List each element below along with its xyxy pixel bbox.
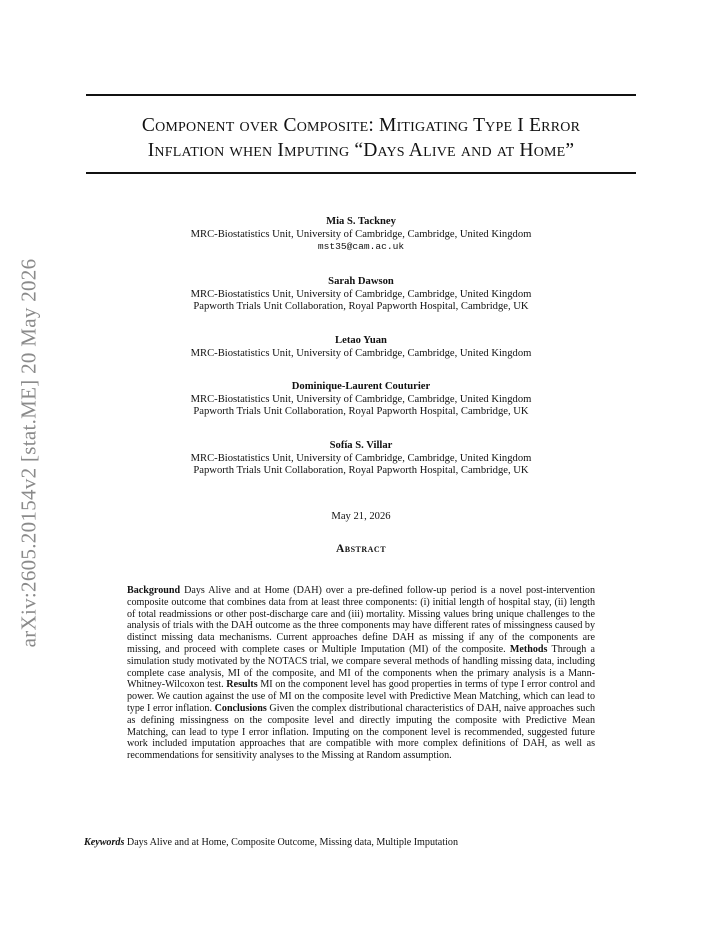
- abstract-background-label: Background: [127, 585, 181, 596]
- author-affiliation: Papworth Trials Unit Collaboration, Royal Papworth Hospital, Cambridge, UK: [193, 465, 529, 477]
- abstract-results-text: MI on the component level has good properties in terms of type I error control and power. We caution against the use of MI on the composite level with Predictive Mean Matching, which can lead to type I error inflation.: [127, 679, 595, 714]
- author-affiliation: Papworth Trials Unit Collaboration, Royal Papworth Hospital, Cambridge, UK: [193, 301, 529, 313]
- title-rule-bottom: [86, 172, 636, 174]
- abstract-methods-label: Methods: [509, 643, 548, 655]
- abstract-results-label: Results: [226, 679, 258, 691]
- abstract-conclusions-label: Conclusions: [214, 702, 267, 714]
- publication-date: May 21, 2026: [331, 511, 391, 522]
- abstract-body: [127, 585, 595, 762]
- author-name: Sarah Dawson: [328, 276, 394, 287]
- author-name: Dominique-Laurent Couturier: [291, 381, 431, 392]
- author-block-3: [86, 335, 636, 360]
- author-block-1: [86, 216, 636, 254]
- author-name: Sofía S. Villar: [329, 440, 393, 451]
- author-block-5: [86, 440, 636, 478]
- title-line-1: Component over Composite: Mitigating Type I Error: [141, 115, 581, 136]
- title-line-2: Inflation when Imputing “Days Alive and at Home”: [147, 140, 575, 161]
- author-name: Letao Yuan: [335, 335, 387, 346]
- abstract-conclusions-text: Given the complex distributional characteristics of DAH, naive approaches such as defining missingness on the composite level and directly imputing the composite with Predictive Mean Matching, can lead to type I error inflation. Imputing on the component level is recommended, suggested future work included imputation approaches that are compatible with more complex definitions of DAH, as well as recommendations for sensitivity analyses to the Missing at Random assumption.: [127, 702, 595, 762]
- author-email[interactable]: mst35@cam.ac.uk: [317, 241, 405, 253]
- arxiv-side-stamp: [9, 248, 49, 658]
- author-affiliation: Papworth Trials Unit Collaboration, Royal Papworth Hospital, Cambridge, UK: [193, 406, 529, 418]
- arxiv-identifier: arXiv:2605.20154v2 [stat.ME] 20 May 2026: [16, 258, 41, 648]
- author-block-4: [86, 381, 636, 419]
- author-block-2: [86, 276, 636, 314]
- keywords-text: Days Alive and at Home, Composite Outcome, Missing data, Multiple Imputation: [124, 837, 458, 848]
- author-affiliation: MRC-Biostatistics Unit, University of Cambridge, Cambridge, United Kingdom: [190, 452, 532, 464]
- abstract-heading: Abstract: [335, 543, 387, 555]
- abstract-background-text: Days Alive and at Home (DAH) over a pre-defined follow-up period is a novel post-intervention composite outcome that combines data from at least three components: (i) initial length of hospital stay, (ii) length of total readmissions or other post-discharge care and (iii) mortality. Missing values bring unique challenges to the analysis of trials with the DAH outcome as the three components may have different rates of missingness caused by distinct missing data mechanisms. Current approaches define DAH as missing if any of the components are missing, and proceed with complete cases or Multiple Imputation (MI) of the composite.: [127, 585, 595, 655]
- title-rule-top: [86, 94, 636, 96]
- paper-title: [86, 113, 636, 163]
- author-affiliation: MRC-Biostatistics Unit, University of Cambridge, Cambridge, United Kingdom: [190, 288, 532, 300]
- author-affiliation: MRC-Biostatistics Unit, University of Cambridge, Cambridge, United Kingdom: [190, 393, 532, 405]
- keywords-label: Keywords: [84, 837, 125, 848]
- author-name: Mia S. Tackney: [326, 216, 396, 227]
- author-affiliation: MRC-Biostatistics Unit, University of Cambridge, Cambridge, United Kingdom: [190, 347, 532, 359]
- author-affiliation: MRC-Biostatistics Unit, University of Cambridge, Cambridge, United Kingdom: [190, 228, 532, 240]
- abstract-methods-text: Through a simulation study motivated by the NOTACS trial, we compare several methods of handling missing data, including complete case analysis, MI of the composite, and MI of the components when the primary analysis is a Mann-Whitney-Wilcoxon test.: [127, 643, 595, 691]
- keywords-line: [84, 837, 644, 848]
